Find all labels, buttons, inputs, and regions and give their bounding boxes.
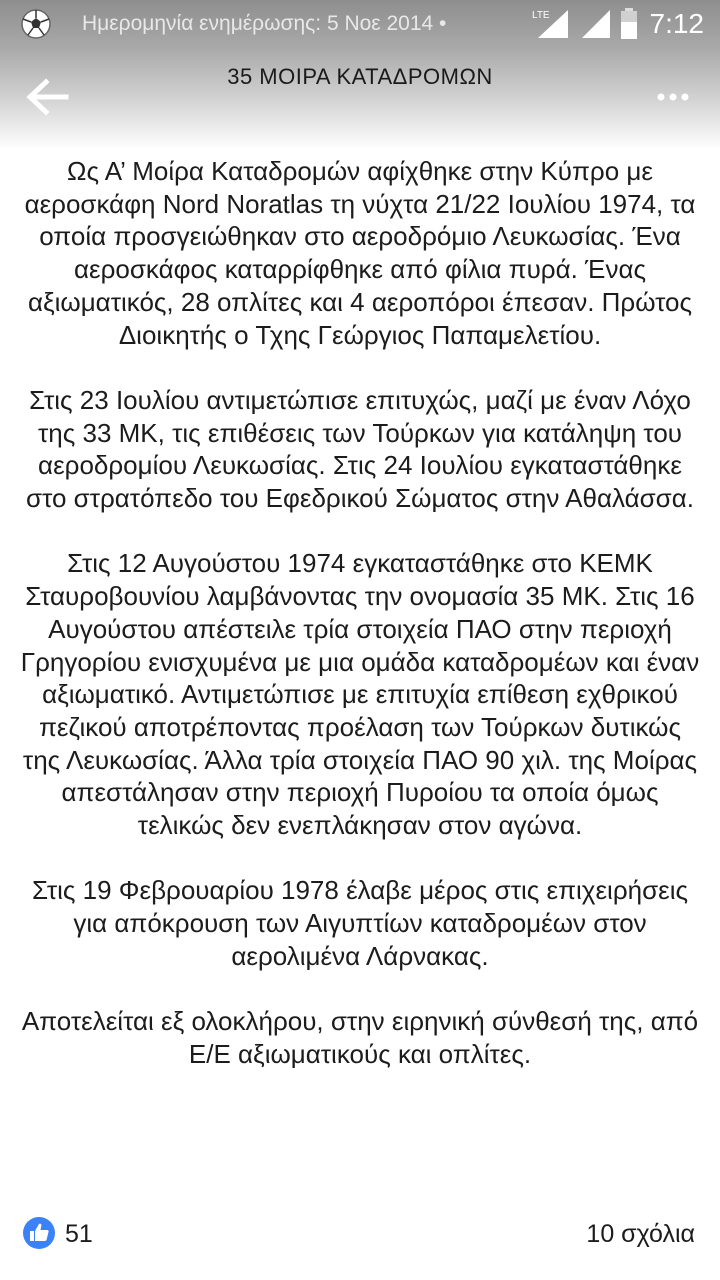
status-icons bbox=[530, 6, 705, 42]
status-bar bbox=[0, 0, 720, 48]
soccer-ball-icon bbox=[20, 8, 52, 40]
article-paragraph: Αποτελείται εξ ολοκλήρου, στην ειρηνική σύνθεσή της, από Ε/Ε αξιωματικούς και οπλίτες. bbox=[21, 1006, 699, 1069]
article-paragraph: Ως Α’ Μοίρα Καταδρομών αφίχθηκε στην Κύπρο με αεροσκάφη Nord Noratlas τη νύχτα 21/22 Ιουλίου 1974, τα οποία προσγειώθηκαν στο αεροδρόμιο Λευκωσίας. Ένα αεροσκάφος καταρρίφθηκε από φίλια πυρά. Ένας αξιωματικός, 28 οπλίτες και 4 αεροπόροι έπεσαν. Πρώτος Διοικητής ο Τχης Γεώργιος Παπαμελετίου. bbox=[24, 156, 696, 350]
reaction-bar bbox=[0, 1210, 720, 1260]
back-arrow-icon[interactable] bbox=[22, 72, 72, 122]
status-time: 7:12 bbox=[649, 8, 704, 39]
article-paragraph: Στις 23 Ιουλίου αντιμετώπισε επιτυχώς, μαζί με έναν Λόχο της 33 ΜΚ, τις επιθέσεις των Τούρκων για κατάληψη του αεροδρομίου Λευκωσίας. Στις 24 Ιουλίου εγκαταστάθηκε στο στρατόπεδο του Εφεδρικού Σώματος στην Αθαλάσσα. bbox=[26, 384, 694, 514]
header bbox=[0, 48, 720, 144]
comments-link[interactable]: 10 σχόλια bbox=[586, 1220, 695, 1248]
status-ticker: Ημερομηνία ενημέρωσης: 5 Νοε 2014 • bbox=[82, 12, 447, 35]
lte-label: LTE bbox=[531, 10, 550, 21]
article-body bbox=[20, 155, 700, 1103]
more-options-icon[interactable] bbox=[656, 88, 690, 106]
article-paragraph: Στις 12 Αυγούστου 1974 εγκαταστάθηκε στο ΚΕΜΚ Σταυροβουνίου λαμβάνοντας την ονομασία 35 ΜΚ. Στις 16 Αυγούστου απέστειλε τρία στοιχεία ΠΑΟ στην περιοχή Γρηγορίου ενισχυμένα με μια ομάδα καταδρομέων και έναν αξιωματικό. Αντιμετώπισε με επιτυχία επίθεση εχθρικού πεζικού αποτρέποντας προέλαση των Τούρκων δυτικώς της Λευκωσίας. Άλλα τρία στοιχεία ΠΑΟ 90 χιλ. της Μοίρας απεστάλησαν στην περιοχή Πυροίου τα οποία όμως τελικώς δεν ενεπλάκησαν στον αγώνα. bbox=[20, 548, 700, 841]
article-paragraph: Στις 19 Φεβρουαρίου 1978 έλαβε μέρος στις επιχειρήσεις για απόκρουση των Αιγυπτίων καταδρομέων στον αερολιμένα Λάρνακας. bbox=[31, 875, 689, 971]
signal-icon bbox=[580, 8, 612, 40]
like-thumbs-up-icon[interactable] bbox=[22, 1216, 56, 1250]
like-count[interactable]: 51 bbox=[65, 1220, 93, 1248]
battery-icon bbox=[620, 8, 638, 40]
page-title: 35 ΜΟΙΡΑ ΚΑΤΑΔΡΟΜΩΝ bbox=[227, 64, 493, 89]
lte-signal-icon bbox=[530, 8, 572, 40]
